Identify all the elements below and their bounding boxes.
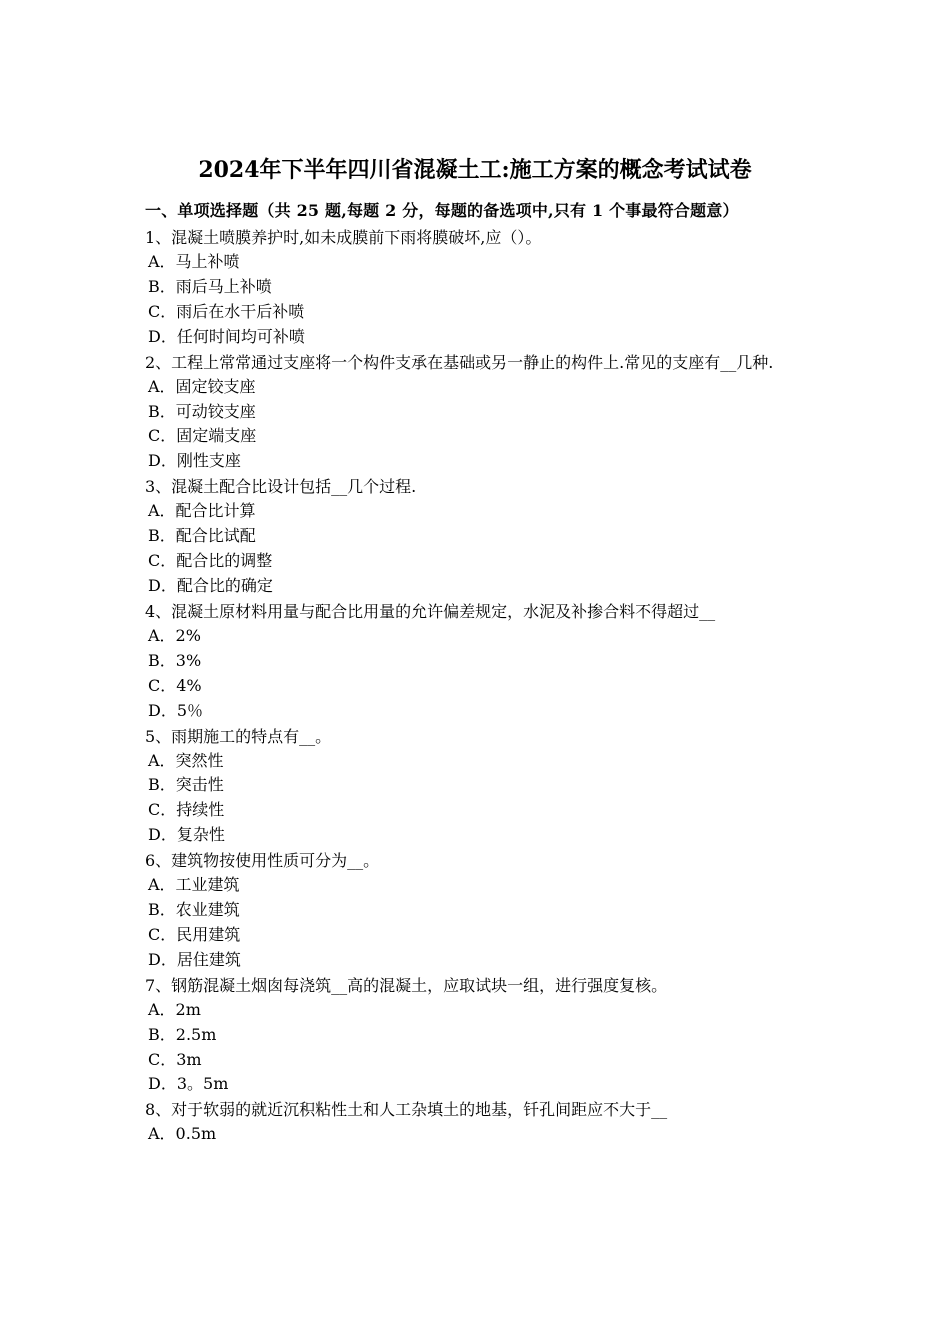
- question-stem: 8、对于软弱的就近沉积粘性土和人工杂填土的地基，钎孔间距应不大于__: [145, 1100, 668, 1120]
- question-stem: 5、雨期施工的特点有__。: [145, 726, 332, 746]
- option-a: A．2%: [148, 625, 201, 645]
- option-b: B．3%: [148, 650, 202, 670]
- option-a: A．工业建筑: [148, 875, 240, 895]
- option-c: C．3m: [148, 1049, 202, 1069]
- option-a: A．0.5m: [148, 1124, 217, 1144]
- question-1: [145, 225, 810, 350]
- option-d: D．5％: [148, 700, 204, 720]
- option-b: B．配合比试配: [148, 526, 256, 546]
- question-4: [145, 599, 810, 724]
- option-a: A．马上补喷: [148, 252, 240, 271]
- option-a: A．配合比计算: [148, 501, 256, 521]
- question-6: [145, 848, 810, 973]
- question-stem: 1、混凝土喷膜养护时,如未成膜前下雨将膜破坏,应（）。: [145, 228, 542, 247]
- document-body: [145, 200, 810, 1147]
- option-c: C．民用建筑: [148, 924, 241, 944]
- question-stem: 4、混凝土原材料用量与配合比用量的允许偏差规定，水泥及补掺合料不得超过__: [145, 601, 716, 621]
- option-c: C．固定端支座: [148, 426, 257, 446]
- question-2: [145, 350, 810, 475]
- option-d: D．复杂性: [148, 825, 225, 845]
- option-d: D．3。5m: [148, 1074, 229, 1094]
- option-d: D．任何时间均可补喷: [148, 326, 305, 346]
- option-b: B．2.5m: [148, 1024, 217, 1044]
- option-c: C．配合比的调整: [148, 551, 273, 571]
- document-title: 2024年下半年四川省混凝土工:施工方案的概念考试试卷: [198, 157, 752, 183]
- option-c: C．4%: [148, 675, 202, 695]
- option-d: D．刚性支座: [148, 451, 241, 471]
- question-5: [145, 724, 810, 849]
- option-c: C．雨后在水干后补喷: [148, 301, 305, 321]
- option-b: B．可动铰支座: [148, 401, 256, 421]
- question-8: [145, 1097, 810, 1147]
- option-b: B．雨后马上补喷: [148, 276, 272, 296]
- question-7: [145, 973, 810, 1098]
- option-c: C．持续性: [148, 800, 225, 820]
- question-3: [145, 474, 810, 599]
- question-stem: 3、混凝土配合比设计包括__几个过程.: [145, 477, 417, 497]
- option-a: A．2m: [148, 999, 201, 1019]
- option-a: A．突然性: [148, 750, 224, 770]
- section-heading: 一、单项选择题（共 25 题,每题 2 分，每题的备选项中,只有 1 个事最符合题意）: [145, 201, 739, 220]
- question-stem: 2、工程上常常通过支座将一个构件支承在基础或另一静止的构件上.常见的支座有__几种.: [145, 352, 774, 372]
- option-d: D．配合比的确定: [148, 575, 273, 595]
- option-d: D．居住建筑: [148, 949, 241, 969]
- question-stem: 7、钢筋混凝土烟囱每浇筑__高的混凝土，应取试块一组，进行强度复核。: [145, 975, 668, 995]
- option-a: A．固定铰支座: [148, 376, 256, 396]
- option-b: B．突击性: [148, 775, 224, 795]
- option-b: B．农业建筑: [148, 900, 240, 920]
- question-stem: 6、建筑物按使用性质可分为__。: [145, 851, 380, 871]
